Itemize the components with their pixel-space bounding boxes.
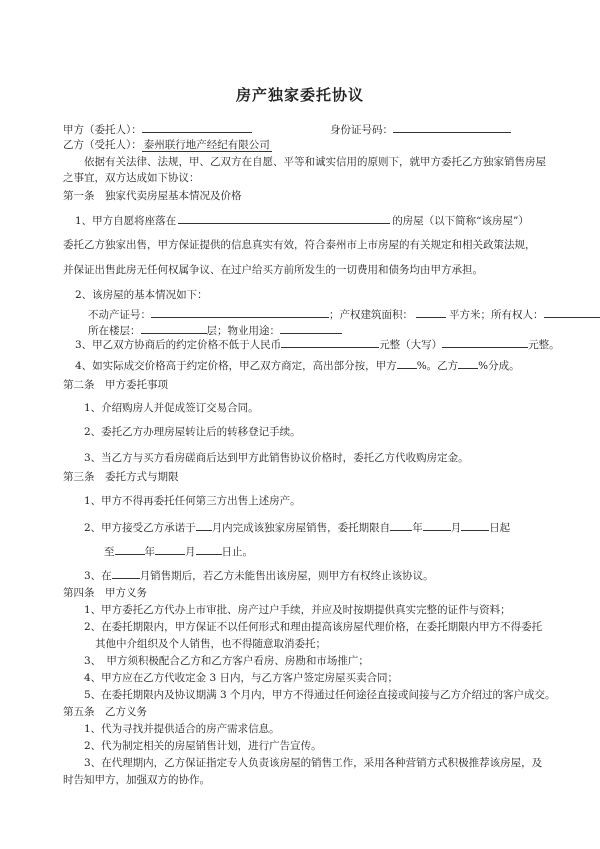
- intro-line-1: 依据有关法律、法规，甲、乙双方在自愿、平等和诚实信用的原则下，就甲方委托乙方独家销售房屋: [84, 156, 546, 168]
- id-line: [330, 121, 511, 137]
- sale-period-blank[interactable]: [112, 567, 140, 579]
- a1-3-mid: 元整（大写）: [379, 339, 443, 351]
- a3-3-post: 月销售期后，若乙方未能售出该房屋，则甲方有权终止该协议。: [139, 570, 434, 582]
- price-capital-blank[interactable]: [442, 336, 528, 348]
- intro-line-2: 之事宜，双方达成如下协议：: [63, 172, 200, 184]
- article-4-title: 第四条 甲方义务: [63, 587, 147, 599]
- a4-2-line-2: 其他中介组织及个人销售，也不得随意取消委托；: [95, 638, 326, 650]
- end-month-blank[interactable]: [155, 543, 185, 555]
- article-3-title: 第三条 委托方式与期限: [63, 471, 179, 483]
- article-1-title: 第一条 独家代卖房屋基本情况及价格: [63, 190, 242, 202]
- article-5-title: 第五条 乙方义务: [63, 706, 147, 718]
- a1-1-line-2: 委托乙方独家出售，甲方保证提供的信息真实有效，符合泰州市上市房屋的有关规定和相关政策法规，: [63, 239, 536, 251]
- location-blank[interactable]: [178, 212, 390, 224]
- a3-2-pre: 2、甲方接受乙方承诺于: [84, 522, 196, 534]
- party-b-name: 泰州联行地产经纪有限公司: [143, 139, 270, 151]
- area-unit: 平方米；所有权人：: [449, 309, 544, 321]
- floor-blank[interactable]: [141, 322, 207, 334]
- id-label: 身份证号码：: [330, 124, 393, 136]
- a1-2-line: 2、该房屋的基本情况如下：: [75, 289, 208, 301]
- a1-4-end: %分成。: [478, 360, 520, 372]
- a5-2-line: 2、代为制定相关的房屋销售计划，进行广告宣传。: [84, 740, 322, 752]
- id-blank[interactable]: [393, 121, 511, 133]
- a1-3-line: [75, 336, 560, 352]
- a2-2-line: 2、委托乙方办理房屋转让后的转移登记手续。: [84, 426, 301, 438]
- a4-5-line: 5、在委托期限内及协议期满 3 个月内，甲方不得通过任何途径直接或间接与乙方介绍过的客户成交。: [84, 689, 556, 701]
- end-day-label: 日止。: [221, 546, 253, 558]
- cert-label: 不动产证号：: [88, 309, 151, 321]
- document-title: 房产独家委托协议: [235, 86, 364, 104]
- area-label: ；产权建筑面积：: [329, 309, 413, 321]
- a1-1-pre: 1、甲方自愿将座落在: [75, 215, 177, 227]
- party-a-label: 甲方（委托人）：: [63, 124, 142, 136]
- a1-1-line: [75, 212, 529, 228]
- a3-2-line: [84, 519, 510, 535]
- start-month-label: 月: [450, 522, 462, 534]
- a5-3-line-2: 时告知甲方，加强双方的协作。: [63, 774, 210, 786]
- start-day-label: 日起: [489, 522, 511, 534]
- a1-3-pre: 3、甲乙双方协商后的约定价格不低于人民币: [75, 339, 282, 351]
- start-day-blank[interactable]: [461, 519, 489, 531]
- price-blank[interactable]: [281, 336, 379, 348]
- a3-2-line-2: [104, 543, 253, 559]
- cert-line: [88, 306, 600, 322]
- a4-1-line: 1、甲方委托乙方代办上市审批、房产过户手续，并应及时按期提供真实完整的证件与资料；: [84, 604, 511, 616]
- a3-3-pre: 3、在: [84, 570, 112, 582]
- start-month-blank[interactable]: [423, 519, 451, 531]
- owner-blank[interactable]: [544, 306, 600, 318]
- party-a-line: [63, 121, 252, 137]
- a1-1-post: 的房屋（以下简称“该房屋”）: [392, 215, 529, 227]
- a4-3-line: 3、 甲方须积极配合乙方和乙方客户看房、房勘和市场推广；: [84, 655, 369, 667]
- area-blank[interactable]: [416, 306, 446, 318]
- cert-blank[interactable]: [151, 306, 329, 318]
- to-label: 至: [104, 546, 115, 558]
- a4-2-line: 2、在委托期限内，甲方保证不以任何形式和理由提高该房屋代理价格，在委托期限内甲方不得委托: [84, 621, 543, 633]
- a2-1-line: 1、介绍购房人并促成签订交易合同。: [84, 402, 259, 414]
- party-a-share-blank[interactable]: [397, 357, 417, 369]
- a3-1-line: 1、甲方不得再委托任何第三方出售上述房产。: [84, 495, 301, 507]
- a1-1-line-3: 并保证出售此房无任何权属争议、在过户给买方前所发生的一切费用和债务均由甲方承担。: [63, 264, 483, 276]
- start-year-blank[interactable]: [390, 519, 412, 531]
- floor-unit: 层；物业用途：: [206, 325, 280, 337]
- party-b-label: 乙方（受托人）：: [63, 139, 142, 151]
- floor-label: 所在楼层：: [88, 325, 141, 337]
- end-year-blank[interactable]: [115, 543, 145, 555]
- a1-4-line: [75, 357, 520, 373]
- article-2-title: 第二条 甲方委托事项: [63, 379, 168, 391]
- use-blank[interactable]: [280, 322, 342, 334]
- months-blank[interactable]: [196, 519, 212, 531]
- end-year-label: 年: [144, 546, 155, 558]
- a3-3-line: [84, 567, 434, 583]
- a4-4-line: 4、甲方应在乙方代收定金 3 日内，与乙方客户签定房屋买卖合同；: [84, 672, 399, 684]
- party-a-blank[interactable]: [142, 121, 252, 133]
- a1-3-end: 元整。: [528, 339, 560, 351]
- a1-4-pre: 4、如实际成交价格高于约定价格，甲乙双方商定，高出部分按，甲方: [75, 360, 397, 372]
- a5-1-line: 1、代为寻找并提供适合的房产需求信息。: [84, 723, 280, 735]
- a2-3-line: 3、当乙方与买方看房磋商后达到甲方此销售协议价格时，委托乙方代收购房定金。: [84, 452, 469, 464]
- a3-2-mid: 月内完成该独家房屋销售，委托期限自: [211, 522, 391, 534]
- a5-3-line: 3、在代理期内，乙方保证指定专人负责该房屋的销售工作，采用各种营销方式积极推荐该房屋，及: [84, 757, 543, 769]
- start-year-label: 年: [412, 522, 423, 534]
- end-day-blank[interactable]: [196, 543, 222, 555]
- party-b-line: [63, 138, 272, 152]
- a1-4-mid: %。乙方: [416, 360, 459, 372]
- party-b-share-blank[interactable]: [458, 357, 478, 369]
- end-month-label: 月: [185, 546, 196, 558]
